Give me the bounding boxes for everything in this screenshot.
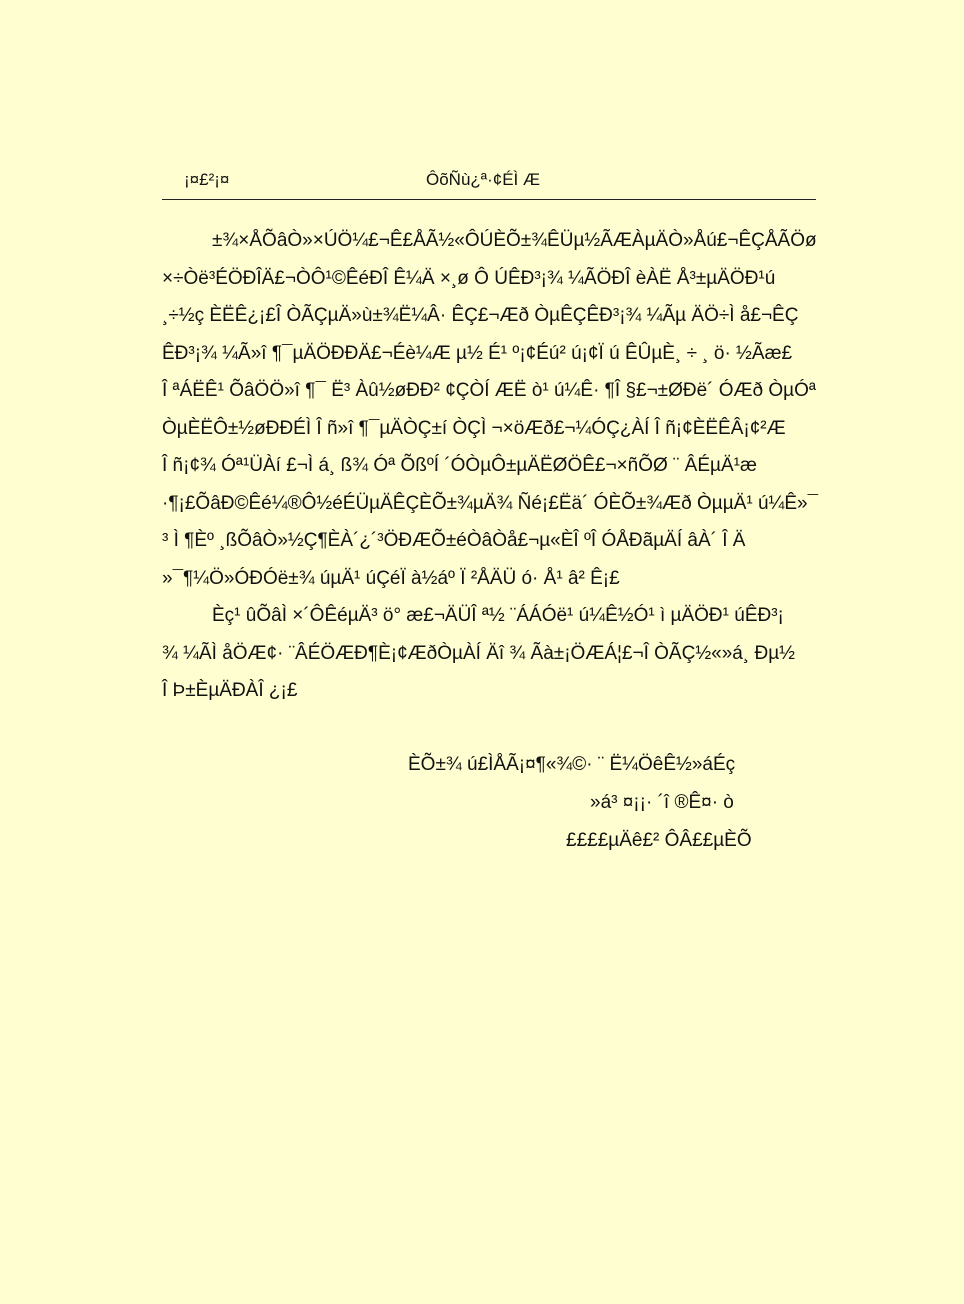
body-text (162, 226, 842, 714)
text-line: ÒµÈËÔ±½øÐÐÉÌ Î ñ»î ¶¯µÄÒÇ±í ÒÇÌ ¬×öÆð£¬¼ÓÇ¿ÀÍ Î ñ¡¢ÈËÊÂ¡¢²Æ (162, 417, 786, 439)
paragraph (162, 601, 842, 714)
signature-date: ££££µÄê£² ÔÂ££µÈÕ (566, 830, 752, 851)
text-line: ±¾×ÅÕâÒ»×ÚÖ¼£¬Ê£ÅÃ½«ÔÚÈÕ±¾ÊÜµ½ÃÆÀµÄÒ»Åú£¬ÊÇÅÃÖø (212, 230, 817, 251)
text-line: ¸÷½ç ÈËÊ¿¡£Î ÒÃÇµÄ»ù±¾Ë¼Â· ÊÇ£¬Æð ÒµÊÇÊÐ³¡¾ ¼Ãµ ÄÖ÷Ì å£¬ÊÇ (162, 305, 799, 326)
paragraph (162, 226, 842, 601)
text-line: Î Þ±ÈµÄÐÀÎ ¿¡£ (162, 680, 298, 701)
text-line: Èç¹ ûÕâÌ ×´ÔÊéµÄ³ ö° æ£¬ÄÜÎ ª½ ¨ÁÁÓë¹ ú¼Ê½Ó¹ ì µÄÖÐ¹ úÊÐ³¡ (212, 605, 784, 626)
signature-organization: ÈÕ±¾ ú£ÌÅÃ¡¤¶«¾©· ¨ Ë¼ÖêÊ½»áÉç (408, 754, 736, 775)
header-rule (162, 199, 816, 200)
signature-name: »á³ ¤¡¡· ´î ®Ê¤· ò (590, 792, 734, 813)
page-number: ¡¤£²¡¤ (184, 170, 230, 189)
text-line: ×÷Òë³ÉÖÐÎÄ£¬ÒÔ¹©ÊéÐÎ Ê¼Ä ×¸ø Ô ÚÊÐ³¡¾ ¼ÃÖÐÎ èÀË Å³±µÄÖÐ¹ú (162, 267, 776, 289)
text-line: Î ªÁËÊ¹ ÕâÖÖ»î ¶¯ Ë³ Àû½øÐÐ² ¢ÇÒÍ ÆË ò¹ ú¼Ê· ¶Î §£¬±ØÐë´ ÓÆð ÒµÓª (162, 380, 816, 401)
text-line: ÊÐ³¡¾ ¼Ã»î ¶¯µÄÖÐÐÄ£¬Éè¼Æ µ½ É¹ º¡¢Éú² ú¡¢Ï ú ÊÛµÈ¸ ÷ ¸ ö· ½Ãæ£ (162, 342, 793, 364)
running-header-title: ÔõÑù¿ª·¢ÉÌ Æ (426, 170, 540, 189)
text-line: ³ Ì ¶Èº ¸ßÕâÒ»½Ç¶ÈÀ´¿´³ÖÐÆÕ±éÒâÒå£¬µ«ÈÎ ºÎ ÓÅÐãµÄÍ âÀ´ Î Ä (162, 530, 746, 551)
text-line: »¯¶¼Ö»ÓÐÓë±¾ úµÄ¹ úÇéÏ à½áº Ï ²ÅÄÜ ó· Å¹ â² Ê¡£ (162, 567, 620, 589)
text-line: Î ñ¡¢¾ Óª¹ÜÀí £¬Ì á¸ ß¾ Óª ÕßºÍ ´ÓÒµÔ±µÄËØÖÊ£¬×ñÕØ ¨ ÂÉµÄ¹æ (162, 455, 757, 476)
text-line: ¾ ¼ÃÌ åÖÆ¢· ¨ÂÉÖÆÐ¶È¡¢ÆðÒµÀÍ Äî ¾ Ãà±¡ÖÆÁ¦£¬Î ÒÃÇ½«»á¸ Ðµ½ (162, 642, 795, 664)
text-line: ·¶¡£ÕâÐ©Êé¼®Ô½éÉÜµÄÊÇÈÕ±¾µÄ¾ Ñé¡£Ëä´ ÓÈÕ±¾Æð ÒµµÄ¹ ú¼Ê»¯ (162, 492, 819, 514)
